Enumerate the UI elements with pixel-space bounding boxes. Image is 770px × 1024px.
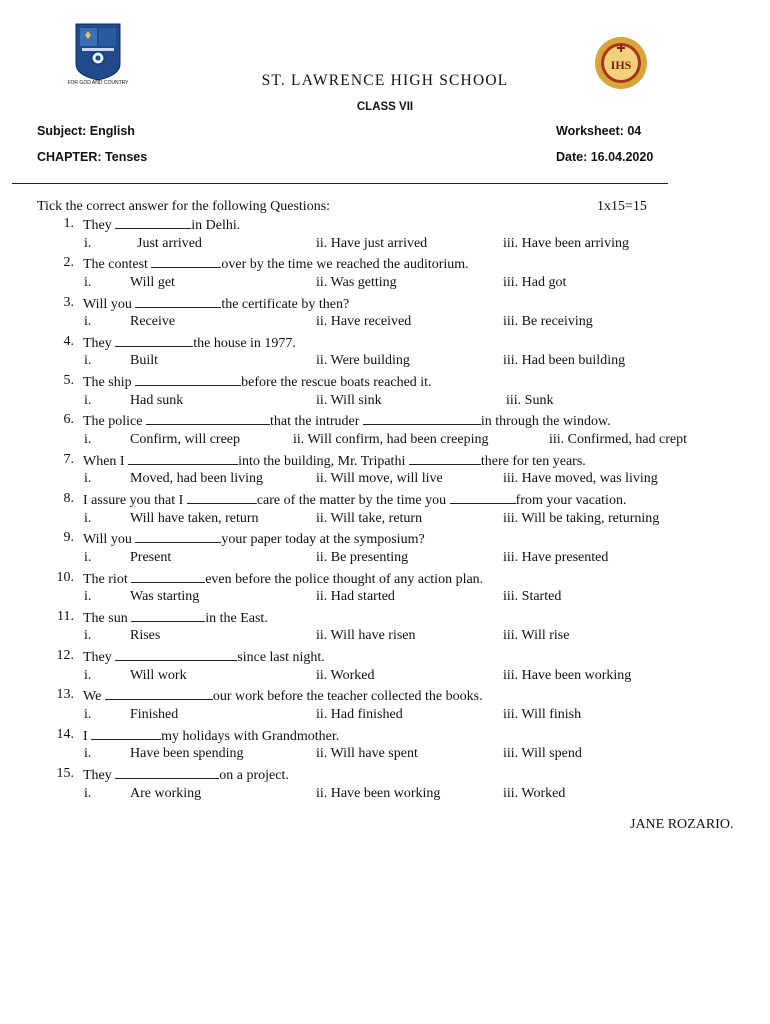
question-text-part: I assure you that I — [83, 492, 187, 508]
question-text-part: since last night. — [237, 650, 325, 666]
options-row — [0, 236, 770, 256]
answer-blank[interactable] — [115, 216, 191, 229]
question-number: 4. — [63, 333, 74, 349]
question-text-part: over by the time we reached the auditorium. — [221, 257, 469, 273]
options-row — [0, 353, 770, 373]
answer-option-2[interactable]: ii. Have just arrived — [316, 235, 428, 251]
question-text-part: The contest — [83, 257, 152, 273]
answer-option-1[interactable]: Confirm, will creep — [130, 432, 241, 447]
question-number: 14. — [56, 726, 74, 742]
question-text-part: Will you — [83, 296, 136, 312]
question-text-part: The riot — [83, 571, 132, 587]
crest-motto: FOR GOD AND COUNTRY — [67, 80, 129, 86]
question-text-part: The ship — [83, 375, 136, 391]
answer-option-3[interactable]: iii. Be receiving — [503, 314, 593, 330]
question-item — [0, 452, 770, 472]
answer-blank[interactable] — [146, 412, 270, 425]
options-row — [0, 550, 770, 570]
question-number: 1. — [63, 216, 74, 231]
answer-option-3[interactable]: iii. Will finish — [503, 706, 582, 722]
teacher-signature: JANE ROZARIO. — [630, 817, 734, 832]
question-text-part: the house in 1977. — [193, 335, 296, 351]
answer-option-1[interactable]: Will have taken, return — [130, 510, 259, 526]
answer-option-1[interactable]: Will get — [130, 274, 175, 290]
answer-option-2[interactable]: ii. Have received — [316, 314, 412, 330]
answer-blank[interactable] — [450, 491, 516, 504]
question-text-part: I — [83, 728, 92, 744]
question-list — [0, 216, 770, 805]
date-label: Date: 16.04.2020 — [556, 150, 654, 164]
question-text — [83, 255, 469, 273]
answer-option-3[interactable]: iii. Started — [503, 589, 562, 605]
answer-blank[interactable] — [187, 491, 257, 504]
answer-blank[interactable] — [115, 648, 237, 661]
answer-option-2[interactable]: ii. Had started — [316, 589, 395, 605]
options-row — [0, 393, 770, 413]
answer-option-2[interactable]: ii. Have been working — [316, 785, 441, 801]
question-item — [0, 609, 770, 629]
answer-option-3[interactable]: iii. Had got — [503, 274, 567, 290]
answer-option-1[interactable]: Finished — [130, 706, 179, 722]
option-roman-label: i. — [84, 314, 92, 330]
option-roman-label: i. — [84, 392, 92, 408]
options-row — [0, 275, 770, 295]
question-text — [83, 295, 349, 313]
question-item — [0, 334, 770, 354]
question-text — [83, 687, 483, 705]
chapter-label: CHAPTER: Tenses — [37, 150, 148, 164]
answer-blank[interactable] — [131, 570, 205, 583]
question-item — [0, 687, 770, 707]
option-roman-label: i. — [84, 510, 92, 526]
answer-blank[interactable] — [128, 452, 238, 465]
question-text — [83, 373, 432, 391]
answer-option-2[interactable]: ii. Were building — [316, 353, 410, 369]
question-text-part: my holidays with Grandmother. — [161, 728, 340, 744]
question-text — [83, 530, 425, 548]
question-text-part: before the rescue boats reached it. — [241, 375, 432, 391]
answer-option-3[interactable]: iii. Have moved, was living — [503, 471, 658, 487]
question-text — [83, 766, 289, 784]
question-text-part: They — [83, 218, 116, 233]
answer-option-2[interactable]: ii. Be presenting — [316, 549, 409, 565]
option-roman-label: i. — [84, 589, 92, 605]
question-item — [0, 727, 770, 747]
question-number: 13. — [56, 687, 74, 703]
question-item — [0, 530, 770, 550]
question-text-part: in the East. — [205, 610, 268, 626]
question-text-part: that the intruder — [269, 414, 363, 430]
options-row — [0, 589, 770, 609]
answer-blank[interactable] — [135, 295, 221, 308]
question-item — [0, 491, 770, 511]
question-text — [83, 609, 268, 627]
answer-blank[interactable] — [105, 687, 213, 700]
answer-option-1[interactable]: Will work — [130, 667, 187, 683]
answer-blank[interactable] — [151, 255, 221, 268]
answer-blank[interactable] — [115, 334, 193, 347]
question-number: 5. — [63, 373, 74, 389]
question-text — [83, 727, 339, 745]
answer-option-1[interactable]: Moved, had been living — [130, 471, 263, 487]
question-item — [0, 216, 770, 236]
option-roman-label: i. — [84, 628, 92, 644]
question-text-part: into the building, Mr. Tripathi — [238, 453, 409, 469]
option-roman-label: i. — [84, 274, 92, 290]
question-text — [83, 648, 325, 666]
options-row — [0, 432, 770, 452]
header-divider — [12, 183, 668, 184]
answer-blank[interactable] — [131, 609, 205, 622]
answer-option-3[interactable]: iii. Have been arriving — [503, 235, 629, 251]
question-text — [83, 412, 611, 430]
question-text — [83, 334, 296, 352]
question-text — [83, 216, 240, 234]
question-number: 6. — [63, 412, 74, 428]
option-roman-label: i. — [84, 471, 92, 487]
option-roman-label: i. — [84, 746, 92, 762]
answer-option-1[interactable]: Are working — [130, 785, 202, 801]
answer-option-1[interactable]: Built — [130, 353, 159, 369]
options-row — [0, 628, 770, 648]
question-item — [0, 412, 770, 432]
question-text-part: even before the police thought of any action plan. — [205, 571, 484, 587]
option-roman-label: i. — [84, 549, 92, 565]
answer-option-1[interactable]: Had sunk — [130, 392, 184, 408]
question-item — [0, 648, 770, 668]
question-text-part: We — [83, 689, 105, 705]
options-row — [0, 746, 770, 766]
worksheet-label: Worksheet: 04 — [556, 124, 642, 138]
question-text-part: They — [83, 335, 116, 351]
answer-option-1[interactable]: Rises — [130, 628, 161, 644]
answer-option-3[interactable]: iii. Will be taking, returning — [503, 510, 660, 526]
answer-option-3[interactable]: iii. Sunk — [506, 392, 554, 408]
answer-option-1[interactable]: Present — [130, 549, 172, 565]
question-text — [83, 491, 626, 509]
answer-option-2[interactable]: ii. Will have spent — [316, 746, 418, 762]
subject-label: Subject: English — [37, 124, 135, 138]
answer-option-2[interactable]: ii. Will have risen — [316, 628, 416, 644]
question-text — [83, 570, 483, 588]
options-row — [0, 471, 770, 491]
options-row — [0, 707, 770, 727]
answer-blank[interactable] — [409, 452, 481, 465]
question-text-part: in Delhi. — [191, 218, 241, 233]
answer-option-2[interactable]: ii. Will take, return — [316, 510, 423, 526]
option-roman-label: i. — [84, 432, 92, 447]
options-row — [0, 668, 770, 688]
option-roman-label: i. — [84, 353, 92, 369]
option-roman-label: i. — [84, 667, 92, 683]
answer-option-1[interactable]: Was starting — [130, 589, 200, 605]
options-row — [0, 511, 770, 531]
question-number: 8. — [63, 490, 74, 506]
question-text-part: They — [83, 650, 116, 666]
question-item — [0, 766, 770, 786]
answer-option-3[interactable]: iii. Have presented — [503, 549, 609, 565]
option-roman-label: i. — [84, 235, 92, 251]
answer-option-1[interactable]: Receive — [130, 314, 176, 330]
answer-option-2[interactable]: ii. Worked — [316, 667, 375, 683]
question-item — [0, 373, 770, 393]
question-number: 9. — [63, 530, 74, 546]
question-number: 3. — [63, 294, 74, 310]
school-name: ST. LAWRENCE HIGH SCHOOL — [261, 72, 509, 89]
question-text-part: When I — [83, 453, 129, 469]
question-text-part: on a project. — [219, 767, 289, 783]
answer-option-3[interactable]: iii. Will spend — [503, 746, 582, 762]
question-item — [0, 295, 770, 315]
options-row — [0, 786, 770, 806]
question-number: 2. — [63, 255, 74, 271]
question-text-part: your paper today at the symposium? — [221, 532, 425, 548]
question-item — [0, 255, 770, 275]
question-text-part: They — [83, 767, 116, 783]
question-text-part: in through the window. — [480, 414, 611, 430]
question-text — [83, 452, 586, 470]
answer-blank[interactable] — [91, 727, 161, 740]
option-roman-label: i. — [84, 706, 92, 722]
answer-option-3[interactable]: iii. Will rise — [503, 628, 570, 644]
answer-option-3[interactable]: iii. Had been building — [503, 353, 626, 369]
answer-option-2[interactable]: ii. Was getting — [316, 274, 397, 290]
answer-option-2[interactable]: ii. Will sink — [316, 392, 382, 408]
answer-option-1[interactable]: Just arrived — [137, 235, 202, 251]
answer-blank[interactable] — [135, 373, 241, 386]
answer-blank[interactable] — [135, 530, 221, 543]
answer-option-3[interactable]: iii. Have been working — [503, 667, 632, 683]
answer-option-1[interactable]: Have been spending — [130, 746, 244, 762]
answer-blank[interactable] — [115, 766, 219, 779]
answer-option-2[interactable]: ii. Had finished — [316, 706, 403, 722]
answer-option-3[interactable]: iii. Confirmed, had crept — [549, 432, 688, 447]
question-text-part: The police — [83, 414, 146, 430]
answer-option-3[interactable]: iii. Worked — [503, 785, 566, 801]
answer-blank[interactable] — [363, 412, 481, 425]
question-number: 11. — [57, 608, 74, 624]
marks-label: 1x15=15 — [597, 199, 647, 214]
question-text-part: The sun — [83, 610, 132, 626]
question-number: 15. — [56, 765, 74, 781]
question-text-part: the certificate by then? — [221, 296, 350, 312]
question-text-part: Will you — [83, 532, 136, 548]
class-label: CLASS VII — [356, 101, 414, 113]
question-number: 7. — [63, 451, 74, 467]
answer-option-2[interactable]: ii. Will move, will live — [316, 471, 443, 487]
question-text-part: care of the matter by the time you — [256, 492, 450, 508]
question-text-part: from your vacation. — [515, 492, 627, 508]
question-number: 10. — [56, 569, 74, 585]
question-text-part: there for ten years. — [480, 453, 586, 469]
question-item — [0, 570, 770, 590]
question-text-part: our work before the teacher collected the books. — [212, 689, 483, 705]
instruction-text: Tick the correct answer for the following Questions: — [37, 199, 331, 214]
question-number: 12. — [56, 648, 74, 664]
svg-text:IHS: IHS — [610, 58, 632, 72]
option-roman-label: i. — [84, 785, 92, 801]
options-row — [0, 314, 770, 334]
answer-option-2[interactable]: ii. Will confirm, had been creeping — [293, 432, 489, 447]
